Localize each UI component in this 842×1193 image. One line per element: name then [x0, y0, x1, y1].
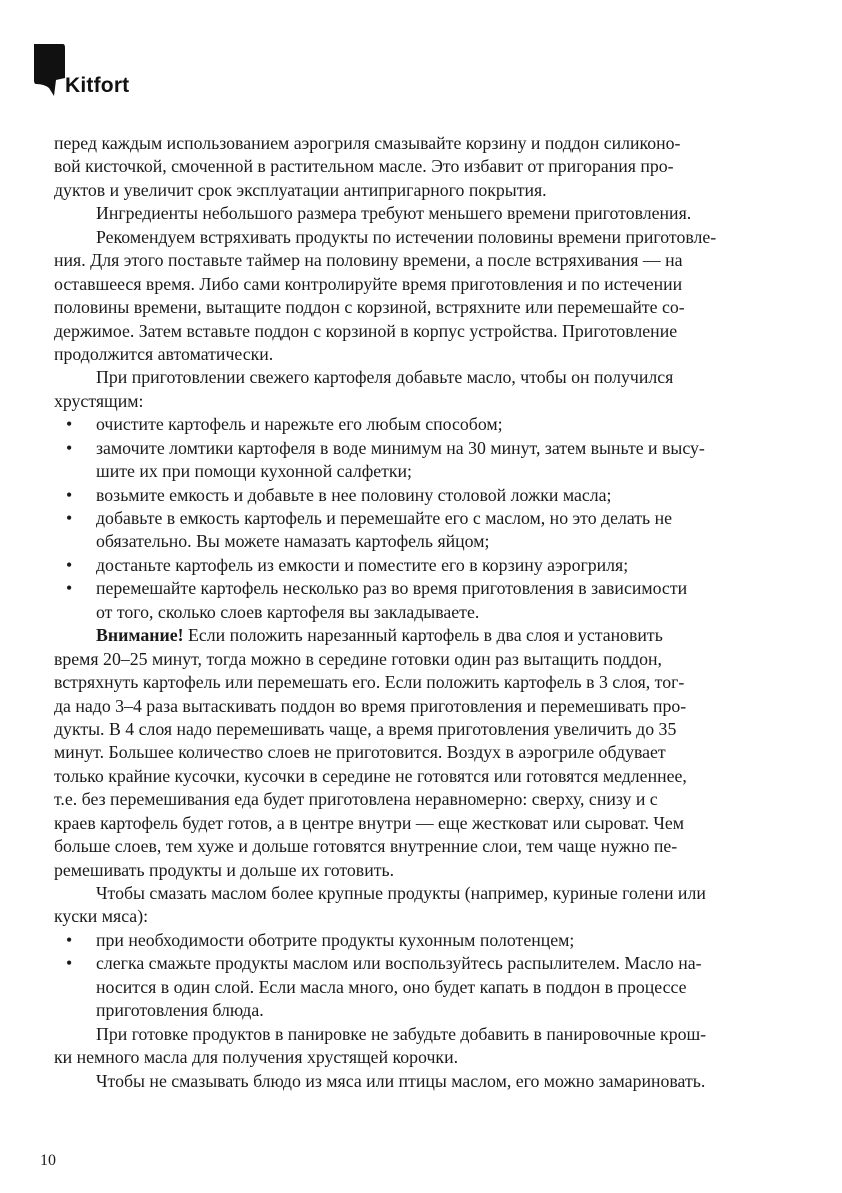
bullet-icon: •: [66, 414, 73, 435]
bullet-icon: •: [66, 508, 73, 528]
document-body: [54, 132, 788, 1093]
list-item: [54, 413, 788, 436]
line-text: перед каждым использованием аэрогриля смазывайте корзину и поддон силиконо-: [54, 133, 681, 153]
text-line: [54, 788, 788, 811]
list-item: [54, 437, 788, 460]
line-text: оставшееся время. Либо сами контролируйте время приготовления и по истечении: [54, 273, 683, 294]
text-line: [54, 741, 788, 764]
list-item: [54, 952, 788, 975]
line-text: достаньте картофель из емкости и поместите его в корзину аэрогриля;: [96, 554, 629, 575]
line-text: слегка смажьте продукты маслом или воспользуйтесь распылителем. Масло на-: [96, 953, 702, 974]
list-item: [54, 929, 788, 952]
line-text: от того, сколько слоев картофеля вы закладываете.: [96, 601, 480, 622]
warning-label: Внимание!: [96, 625, 184, 646]
text-line: [54, 296, 788, 319]
line-text: больше слоев, тем хуже и дольше готовятся внутренние слои, тем чаще нужно пе-: [54, 836, 678, 857]
line-text: половины времени, вытащите поддон с корзиной, встряхните или перемешайте со-: [54, 297, 685, 318]
text-line: [54, 343, 788, 366]
line-text: продолжится автоматически.: [54, 343, 274, 364]
line-text: обязательно. Вы можете намазать картофель яйцом;: [96, 531, 490, 552]
bullet-icon: •: [66, 929, 73, 950]
line-text: только крайние кусочки, кусочки в середине не готовятся или готовятся медленнее,: [54, 765, 687, 786]
line-text: дуктов и увеличит срок эксплуатации антипригарного покрытия.: [54, 179, 547, 200]
line-text: ния. Для этого поставьте таймер на половину времени, а после встряхивания — на: [54, 250, 683, 271]
text-line: [54, 273, 788, 296]
line-text: Чтобы не смазывать блюдо из мяса или птицы маслом, его можно замариновать.: [96, 1070, 706, 1091]
line-text: ремешивать продукты и дольше их готовить.: [54, 859, 395, 880]
list-item: [54, 507, 788, 530]
list-item-continuation: [54, 999, 788, 1022]
paragraph-start-line: [54, 366, 788, 389]
text-line: [54, 155, 788, 178]
page-number: 10: [40, 1152, 56, 1169]
list-item-continuation: [54, 530, 788, 553]
line-text: да надо 3–4 раза вытаскивать поддон во время приготовления и перемешивать про-: [54, 695, 687, 716]
bullet-icon: •: [66, 484, 73, 505]
line-text: куски мяса):: [54, 906, 149, 927]
text-line: [54, 320, 788, 343]
line-text: возьмите емкость и добавьте в нее половину столовой ложки масла;: [96, 484, 612, 505]
line-text: замочите ломтики картофеля в воде минимум на 30 минут, затем выньте и высу-: [96, 437, 705, 458]
bullet-icon: •: [66, 554, 73, 575]
line-text: Если положить нарезанный картофель в два слоя и установить: [183, 625, 663, 646]
text-line: [54, 695, 788, 718]
paragraph-start-line: [54, 1023, 788, 1046]
list-item-continuation: [54, 601, 788, 624]
line-text: При приготовлении свежего картофеля добавьте масло, чтобы он получился: [96, 367, 674, 388]
paragraph-start-line: [54, 624, 788, 647]
list-item-continuation: [54, 460, 788, 483]
text-line: [54, 671, 788, 694]
line-text: Рекомендуем встряхивать продукты по истечении половины времени приготовле-: [96, 226, 717, 247]
line-text: Ингредиенты небольшого размера требуют меньшего времени приготовления.: [96, 203, 692, 224]
line-text: При готовке продуктов в панировке не забудьте добавить в панировочные крош-: [96, 1023, 707, 1044]
line-text: добавьте в емкость картофель и перемешайте его с маслом, но это делать не: [96, 508, 673, 528]
paragraph-start-line: [54, 202, 788, 225]
line-text: дукты. В 4 слоя надо перемешивать чаще, а время приготовления увеличить до 35: [54, 718, 677, 739]
paragraph-start-line: [54, 226, 788, 249]
bullet-icon: •: [66, 437, 73, 458]
bullet-icon: •: [66, 578, 73, 599]
list-item-continuation: [54, 976, 788, 999]
brand-logo: [34, 44, 174, 100]
text-line: [54, 765, 788, 788]
text-line: [54, 179, 788, 202]
bullet-icon: •: [66, 953, 73, 974]
text-line: [54, 648, 788, 671]
text-line: [54, 718, 788, 741]
text-line: [54, 132, 788, 155]
line-text: держимое. Затем вставьте поддон с корзиной в корпус устройства. Приготовление: [54, 320, 678, 341]
line-text: очистите картофель и нарежьте его любым способом;: [96, 414, 503, 435]
line-text: Чтобы смазать маслом более крупные продукты (например, куриные голени или: [96, 883, 706, 903]
line-text: встряхнуть картофель или перемешать его. Если положить картофель в 3 слоя, тог-: [54, 672, 685, 693]
brand-name: Kitfort: [65, 74, 130, 97]
text-line: [54, 390, 788, 413]
list-item: [54, 577, 788, 600]
line-text: время 20–25 минут, тогда можно в середине готовки один раз вытащить поддон,: [54, 648, 662, 669]
line-text: хрустящим:: [54, 390, 144, 411]
text-line: [54, 249, 788, 272]
line-text: при необходимости оботрите продукты кухонным полотенцем;: [96, 929, 575, 950]
line-text: т.е. без перемешивания еда будет приготовлена неравномерно: сверху, снизу и с: [54, 789, 658, 810]
text-line: [54, 905, 788, 928]
list-item: [54, 554, 788, 577]
line-text: шите их при помощи кухонной салфетки;: [96, 461, 412, 482]
line-text: вой кисточкой, смоченной в растительном масле. Это избавит от пригорания про-: [54, 156, 674, 177]
text-line: [54, 1046, 788, 1069]
list-item: [54, 484, 788, 507]
paragraph-start-line: [54, 1070, 788, 1093]
line-text: перемешайте картофель несколько раз во время приготовления в зависимости: [96, 578, 688, 599]
paragraph-start-line: [54, 882, 788, 905]
line-text: минут. Большее количество слоев не приготовится. Воздух в аэрогриле обдувает: [54, 742, 666, 763]
line-text: носится в один слой. Если масла много, оно будет капать в поддон в процессе: [96, 976, 687, 997]
line-text: приготовления блюда.: [96, 1000, 264, 1021]
text-line: [54, 812, 788, 835]
line-text: краев картофель будет готов, а в центре внутри — еще жестковат или сыроват. Чем: [54, 812, 685, 833]
text-line: [54, 859, 788, 882]
line-text: ки немного масла для получения хрустящей корочки.: [54, 1047, 459, 1068]
text-line: [54, 835, 788, 858]
